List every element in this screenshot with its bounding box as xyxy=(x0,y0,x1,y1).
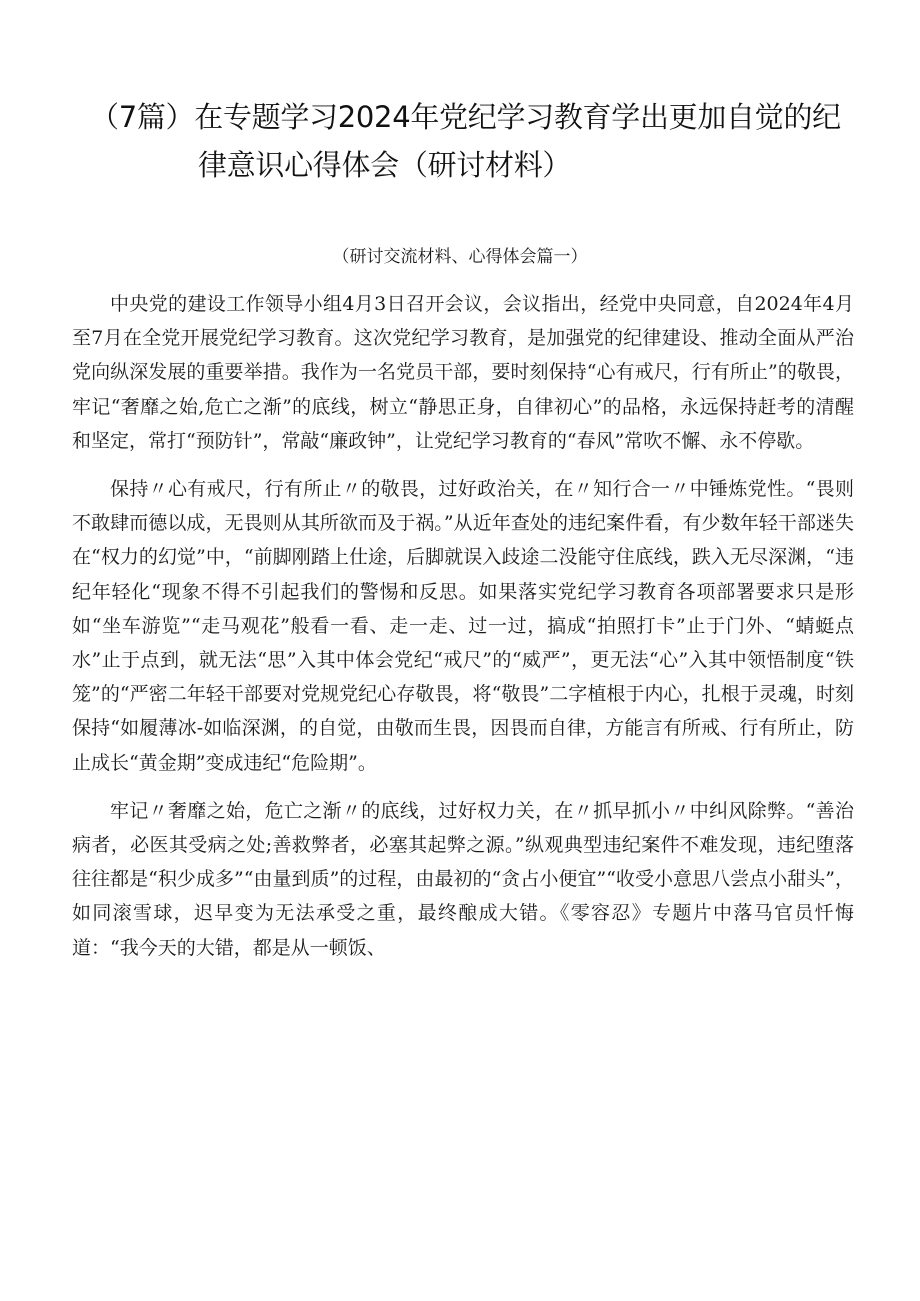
section-subtitle: （研讨交流材料、心得体会篇一） xyxy=(332,247,588,267)
document-body xyxy=(72,287,854,965)
body-paragraph-3: 牢记〃奢靡之始，危亡之渐〃的底线，过好权力关，在〃抓早抓小〃中纠风除弊。“善治病者，必医其受病之处;善救弊者，必塞其起弊之源。”纵观典型违纪案件不难发现，违纪堕落往往都是“积少成多”“由量到质”的过程，由最初的“贪占小便宜”“收受小意思八尝点小甜头”，如同滚雪球，迟早变为无法承受之重，最终酿成大错。《零容忍》专题片中落马官员忏悔道：“我今天的大错，都是从一顿饭、 xyxy=(72,799,854,959)
body-paragraph-1: 中央党的建设工作领导小组4月3日召开会议，会议指出，经党中央同意，自2024年4月至7月在全党开展党纪学习教育。这次党纪学习教育，是加强党的纪律建设、推动全面从严治党向纵深发展的重要举措。我作为一名党员干部，要时刻保持“心有戒尺，行有所止”的敬畏，牢记“奢靡之始,危亡之渐”的底线，树立“静思正身，自律初心”的品格，永远保持赶考的清醒和坚定，常打“预防针”，常敲“廉政钟”，让党纪学习教育的“春风”常吹不懈、永不停歇。 xyxy=(72,293,854,452)
document-title xyxy=(90,93,860,189)
title-line-2: 律意识心得体会（研讨材料） xyxy=(198,148,572,182)
title-line-1: （7篇）在专题学习2024年党纪学习教育学出更加自觉的纪 xyxy=(90,100,841,134)
body-paragraph-2: 保持〃心有戒尺，行有所止〃的敬畏，过好政治关，在〃知行合一〃中锤炼党性。“畏则不敢肆而德以成，无畏则从其所欲而及于祸。”从近年查处的违纪案件看，有少数年轻干部迷失在“权力的幻觉”中，“前脚刚踏上仕途，后脚就误入歧途二没能守住底线，跌入无尽深渊，“违纪年轻化“现象不得不引起我们的警惕和反思。如果落实党纪学习教育各项部署要求只是形如“坐车游览”“走马观花”般看一看、走一走、过一过，搞成“拍照打卡”止于门外、“蜻蜓点水”止于点到，就无法“思”入其中体会党纪“戒尺”的“威严”，更无法“心”入其中领悟制度“铁笼”的“严密二年轻干部要对党规党纪心存敬畏，将“敬畏”二字植根于内心，扎根于灵魂，时刻保持“如履薄冰-如临深渊，的自觉，由敬而生畏，因畏而自律，方能言有所戒、行有所止，防止成长“黄金期”变成违纪“危险期”。 xyxy=(72,478,854,774)
